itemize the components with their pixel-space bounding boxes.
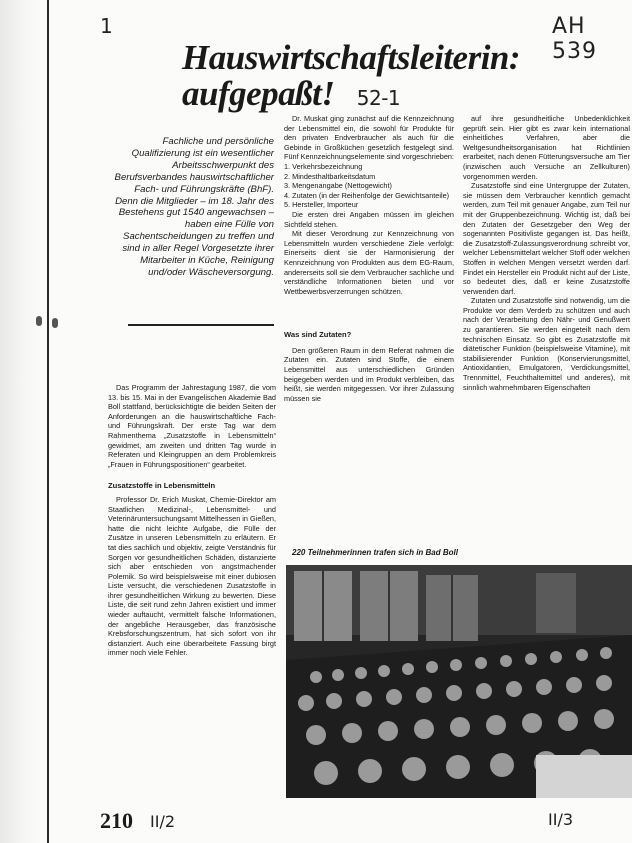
column-3	[463, 114, 630, 392]
punch-hole	[52, 318, 58, 328]
list-item: 2. Mindesthaltbarkeitsdatum	[284, 171, 376, 181]
handwritten-mark-bottom: II/2	[150, 812, 176, 831]
body-paragraph: Mit dieser Verordnung zur Kennzeichnung von Lebensmitteln wurden verschiedene Ziele verfolgt: Einerseits dient sie der Harmonisierung der Kennzeichnung von Produkten aus dem EG-Raum, andererseits soll sie dem Verbraucher sachliche und verständliche Informationen bieten und vor Wettbewerbsverzerrungen schützen.	[284, 229, 454, 296]
list-item: 1. Verkehrsbezeichnung	[284, 161, 363, 171]
binder-margin	[0, 0, 40, 843]
lead-divider	[128, 324, 274, 326]
body-paragraph: auf ihre gesundheitliche Unbedenklichkeit geprüft sein. Hier gibt es zwar kein international einheitliches Verfahren, aber die Weltgesundheitsorganisation hat Richtlinien erarbeitet, nach denen Fütterungsversuche am Tier (inzwischen auch Versuche an Zellkulturen) vorgenommen werden.	[463, 114, 630, 181]
handwritten-mark-bottom-right: II/3	[548, 810, 574, 829]
list-item: 4. Zutaten (in der Reihenfolge der Gewichtsanteile)	[284, 190, 450, 200]
page-number: 210	[100, 808, 133, 833]
labeling-elements-list	[284, 162, 454, 210]
body-paragraph: Dr. Muskat ging zunächst auf die Kennzeichnung der Lebensmittel ein, die sowohl für Produkte für den privaten Endverbraucher als auch für die Gebinde in Großküchen gesetzlich festgelegt sind. Fünf Kennzeichnungselemente sind vorgeschrieben:	[284, 114, 454, 162]
title-line-1: Hauswirtschaftsleiterin:	[182, 38, 521, 77]
body-paragraph: Die ersten drei Angaben müssen im gleichen Sichtfeld stehen.	[284, 209, 454, 229]
handwritten-mark-top-left: 1	[100, 14, 113, 38]
body-paragraph: Zutaten und Zusatzstoffe sind notwendig, um die Produkte vor dem Verderb zu schützen und auch nach der Verarbeitung den Nähr- und Genußwert zu garantieren. Sie werden eingeteilt nach dem technischen Einsatz. So gibt es Zusatzstoffe mit diätetischer Funktion (beispielsweise Vitamine), mit stabilisierender Funktion (Konservierungsmittel, Antioxidantien, Emulgatoren, Verdickungsmittel, Trennmittel, Feuchthaltemittel und anderes), mit sinnlich wahrnehmbaren Eigenschaften	[463, 296, 630, 392]
left-margin-rule	[47, 0, 49, 843]
intro-paragraph: Das Programm der Jahrestagung 1987, die vom 13. bis 15. Mai in der Evangelischen Akademie Bad Boll stattfand, berücksichtigte die beiden Seiten der Anforderungen an die hauswirtschaftliche Fach- und Führungskraft. Der erste Tag war dem Rahmenthema „Zusatzstoffe in Lebensmitteln“ gewidmet, am zweiten und dritten Tag wurde in Referaten und Kleingruppen an dem Problemkreis „Frauen in Führungspositionen“ gearbeitet.	[108, 383, 276, 469]
body-paragraph: Zusatzstoffe sind eine Untergruppe der Zutaten, sie müssen dem Verbraucher kenntlich gemacht werden, zum Teil mit genauer Angabe, zum Teil nur mit der Gruppenbezeichnung. Wichtig ist, daß bei den Zutaten der Gesetzgeber den Weg der sogenannten Positivliste gegangen ist. Das heißt, die Zusatzstoff-Zulassungsverordnung schreibt vor, welcher Lebensmittelart welcher Stoff oder welchen Stoffen in welchen Mengen versetzt werden darf. Findet ein Hersteller ein Produkt nicht auf der Liste, so bedeutet dies, daß er keine Zusatzstoffe verwenden darf.	[463, 181, 630, 296]
article-title	[182, 40, 622, 116]
punch-hole	[36, 316, 42, 326]
photo-caption: 220 Teilnehmerinnen trafen sich in Bad Boll	[292, 548, 458, 557]
section-heading-zutaten: Was sind Zutaten?	[284, 330, 352, 340]
column-1	[108, 383, 276, 658]
lead-paragraph: Fachliche und persönliche Qualifizierung ist ein wesentlicher Arbeitsschwerpunkt des Berufsverbandes hauswirtschaftlicher Fach- und Führungskräfte (BhF). Denn die Mitglieder – im 18. Jahr des Bestehens gut 1540 angewachsen – haben eine Fülle von Sachentscheidungen zu treffen und sind in aller Regel Vorgesetzte ihrer Mitarbeiter in Küche, Reinigung und/oder Wäscheversorgung.	[114, 136, 274, 278]
photo-image	[286, 565, 632, 798]
handwritten-title-note: 52-1	[356, 86, 401, 110]
conference-audience-photo	[286, 565, 632, 798]
title-line-2: aufgepaßt!	[182, 74, 335, 113]
body-paragraph: Den größeren Raum in dem Referat nahmen die Zutaten ein. Zutaten sind Stoffe, die einem Lebensmittel aus unterschiedlichen Gründen beigegeben werden und im Produkt verbleiben, das heißt, sie werden mitgegessen. Vor ihrer Zulassung müssen sie	[284, 345, 454, 403]
body-paragraph: Professor Dr. Erich Muskat, Chemie-Direktor am Staatlichen Medizinal-, Lebensmittel- und Veterinäruntersuchungsamt Mittelhessen in Gießen, hatte die nicht leichte Aufgabe, die Fülle der Zusätze in unseren Lebensmitteln zu erläutern. Er tat dies sachlich und objektiv, zeigte Verständnis für Sorgen vor gesundheitlichen Schäden, distanzierte sich aber entschieden von angstmachender Polemik. So wird beispielsweise mit einer dubiosen Liste versucht, die verschiedenen Zusatzstoffe in ihrer gesundheitlichen Wirkung zu bewerten. Diese Liste, die seit rund zehn Jahren existiert und immer wieder auftaucht, vermittelt falsche Informationen, der angebliche Herausgeber, das französische Krebsforschungszentrum, hat sich sofort von ihr distanziert. Auch eine überarbeitete Fassung birgt immer noch viele Fehler.	[108, 494, 276, 658]
handwritten-archive-number: AH 539	[552, 14, 597, 64]
list-item: 3. Mengenangabe (Nettogewicht)	[284, 181, 392, 191]
list-item: 5. Hersteller, Importeur	[284, 200, 359, 210]
section-heading-zusatzstoffe: Zusatzstoffe in Lebensmitteln	[108, 481, 216, 491]
column-2	[284, 114, 454, 403]
